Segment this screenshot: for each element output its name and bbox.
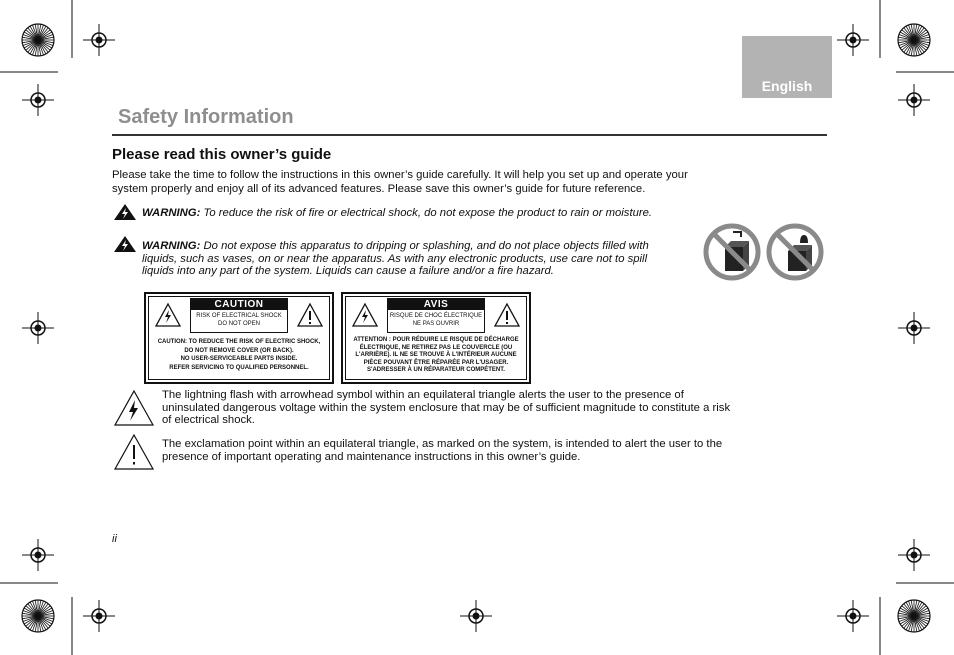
caution-heading: CAUTION [191,299,287,310]
lightning-triangle-icon [113,389,155,427]
page-title: Safety Information [118,106,294,128]
registration-target-icon [898,24,930,56]
registration-mark-icon [83,600,115,632]
caution-body: CAUTION: TO REDUCE THE RISK OF ELECTRIC SHOCK, DO NOT REMOVE COVER (OR BACK). NO USER-SERVICEABLE PARTS INSIDE. REFER SERVICING TO QUALIFIED PERSONNEL. [157,339,321,371]
registration-mark-icon [460,600,492,632]
registration-target-icon [22,24,54,56]
registration-mark-icon [898,84,930,116]
exclamation-triangle-icon [113,433,155,471]
exclamation-triangle-icon [296,302,324,328]
exclamation-note: The exclamation point within an equilateral triangle, as marked on the system, is intended to alert the user to the presence of important operating and maintenance instructions in this owner’s guide. [162,438,723,463]
registration-mark-icon [898,539,930,571]
avis-body: ATTENTION : POUR RÉDUIRE LE RISQUE DE DÉCHARGE ÉLECTRIQUE, NE RETIREZ PAS LE COUVERCLE (OU L'ARRIÈRE). IL NE SE TROUVE À L'INTÉRIEUR AUCUNE PIÈCE POUVANT ÊTRE RÉPARÉE PAR L'USAGER. S'ADRESSER À UN RÉPARATEUR COMPÉTENT. [353,337,519,374]
caution-sub: RISK OF ELECTRICAL SHOCK DO NOT OPEN [196,313,282,327]
warning-liquids [142,240,702,278]
page-number: ii [112,533,117,545]
registration-mark-icon [83,24,115,56]
registration-mark-icon [837,600,869,632]
no-dripping-icon [703,223,761,281]
warning-text: To reduce the risk of fire or electrical shock, do not expose the product to rain or moisture. [200,207,653,219]
intro-paragraph [112,169,782,196]
avis-sub: RISQUE DE CHOC ÉLECTRIQUE NE PAS OUVRIR [389,313,483,327]
title-divider [112,134,827,136]
caution-header [190,298,288,333]
warning-text: Do not expose this apparatus to dripping or splashing, and do not place objects filled with [200,240,649,252]
warning-text: liquids into any part of the system. Liquids can cause a failure and/or a fire hazard. [142,265,554,277]
warning-text: liquids, such as vases, on or near the apparatus. As with any electronic products, use care not to spill [142,252,648,265]
registration-mark-icon [22,539,54,571]
lightning-triangle-icon [154,302,182,328]
registration-mark-icon [837,24,869,56]
lightning-note: The lightning flash with arrowhead symbol within an equilateral triangle alerts the user to the presence of uninsulated dangerous voltage within the system enclosure that may be of sufficient magnitude to constitute a risk of electrical shock. [162,389,731,426]
lightning-triangle-icon [351,302,379,328]
registration-target-icon [898,600,930,632]
section-heading: Please read this owner’s guide [112,146,332,163]
warning-rain-moisture [142,207,722,220]
intro-line: Please take the time to follow the instructions in this owner’s guide carefully. It will help you set up and operate your [112,169,688,181]
registration-target-icon [22,600,54,632]
no-vase-icon [766,223,824,281]
avis-heading: AVIS [388,299,484,310]
warning-label: WARNING: [142,207,201,219]
registration-mark-icon [898,312,930,344]
language-tab [742,36,832,98]
warning-triangle-icon [113,203,137,221]
exclamation-triangle-icon [493,302,521,328]
registration-mark-icon [22,312,54,344]
language-tab-label: English [761,78,813,94]
warning-label: WARNING: [142,240,201,252]
avis-label [341,292,531,384]
registration-mark-icon [22,84,54,116]
avis-header [387,298,485,333]
caution-label [144,292,334,384]
intro-line: system properly and enjoy all of its advanced features. Please save this owner’s guide for future reference. [112,182,646,195]
warning-triangle-icon [113,235,137,253]
